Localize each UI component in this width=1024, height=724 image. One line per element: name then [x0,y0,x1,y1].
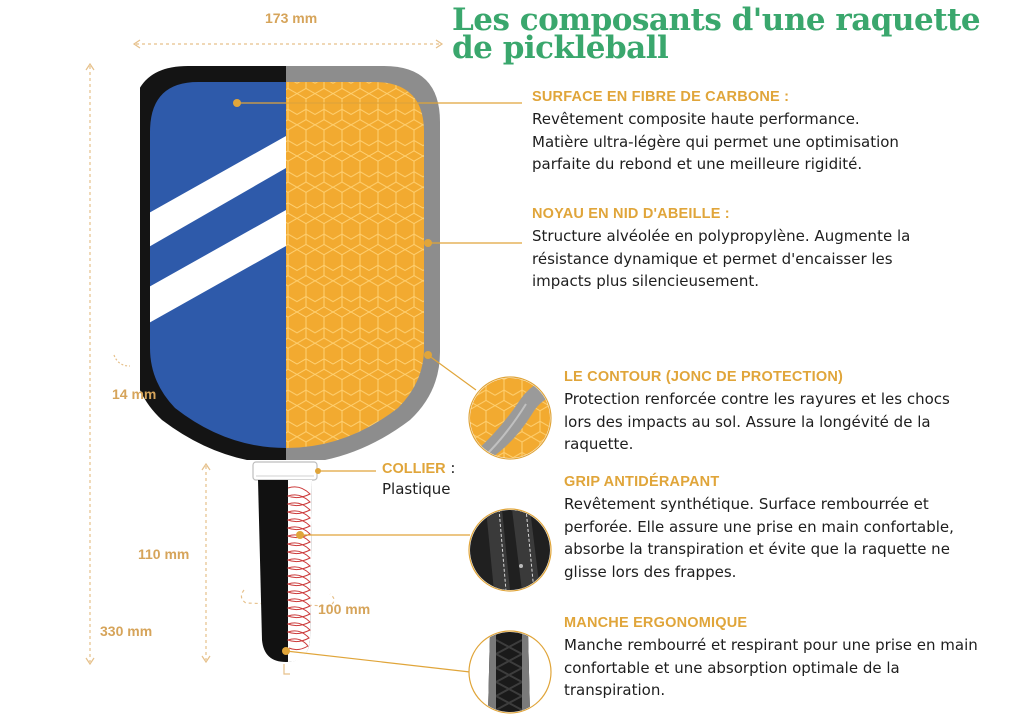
section-title: NOYAU EN NID D'ABEILLE : [532,206,730,222]
dim-edge-label: 14 mm [112,386,157,402]
section-edge-guard [564,369,1019,456]
detail-handle [469,631,551,713]
dim-handle-length-label: 110 mm [138,546,190,562]
section-handle [564,615,1019,702]
section-line: Revêtement synthétique. Surface rembourrée et [564,495,929,513]
collier-label [382,458,455,498]
dim-total-label: 330 mm [100,623,153,639]
section-line: Structure alvéolée en polypropylène. Augmente la [532,227,911,245]
dim-handle-circ-label: 100 mm [318,601,371,617]
collier-title: COLLIER [382,461,446,477]
section-title: GRIP ANTIDÉRAPANT [564,474,720,490]
section-line: parfaite du rebond et une meilleure rigidité. [532,155,863,173]
section-line: Matière ultra-légère qui permet une optimisation [532,132,899,151]
section-title: SURFACE EN FIBRE DE CARBONE : [532,89,790,105]
section-line: impacts plus silencieusement. [532,272,760,290]
dim-width-label: 173 mm [265,10,318,26]
callout-line-handle [286,651,470,672]
collar [253,462,317,480]
section-line: lors des impacts au sol. Assure la longévité de la [564,412,931,431]
section-line: Protection renforcée contre les rayures et les chocs [564,390,950,408]
section-title: MANCHE ERGONOMIQUE [564,615,748,631]
collier-body: Plastique [382,480,451,498]
title-line-2: de pickleball [452,30,669,66]
section-line: absorbe la transpiration et évite que la raquette ne [564,540,950,558]
section-honeycomb-core [532,206,1012,293]
detail-grip [469,509,551,591]
section-line: Manche rembourré et respirant pour une prise en main [564,636,978,654]
section-line: glisse lors des frappes. [564,562,737,581]
section-line: perforée. Elle assure une prise en main confortable, [564,517,954,536]
section-carbon-surface [532,89,1012,176]
section-line: confortable et une absorption optimale de la [564,658,900,677]
section-line: transpiration. [564,681,666,699]
title-line-1: Les composants d'une raquette [452,2,981,38]
section-line: raquette. [564,435,634,453]
section-title: LE CONTOUR (JONC DE PROTECTION) [564,369,844,385]
handle-inner [288,480,312,662]
section-line: Revêtement composite haute performance. [532,110,860,128]
section-grip [564,474,1019,583]
section-line: résistance dynamique et permet d'encaisser les [532,249,893,268]
detail-edge [469,377,555,462]
collier-sep: : [445,459,456,477]
